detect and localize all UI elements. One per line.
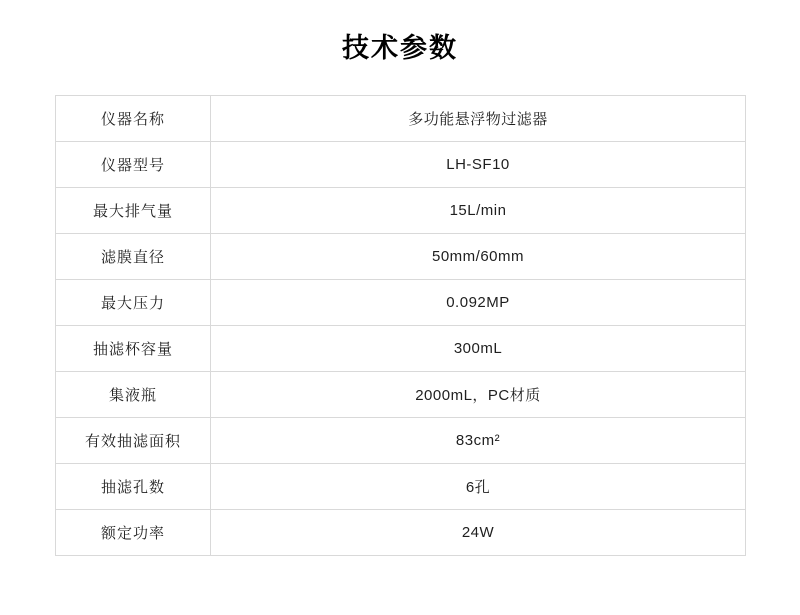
spec-label: 仪器名称 <box>56 96 211 142</box>
spec-value: 多功能悬浮物过滤器 <box>211 96 746 142</box>
spec-value: 83cm² <box>211 418 746 464</box>
spec-label: 有效抽滤面积 <box>56 418 211 464</box>
table-row <box>56 142 746 188</box>
spec-value: 300mL <box>211 326 746 372</box>
table-row <box>56 234 746 280</box>
spec-value: 50mm/60mm <box>211 234 746 280</box>
table-row <box>56 96 746 142</box>
spec-label: 滤膜直径 <box>56 234 211 280</box>
table-row <box>56 464 746 510</box>
spec-value: 24W <box>211 510 746 556</box>
table-row <box>56 326 746 372</box>
table-row <box>56 280 746 326</box>
spec-label: 抽滤孔数 <box>56 464 211 510</box>
spec-table-body <box>56 96 746 556</box>
spec-value: LH-SF10 <box>211 142 746 188</box>
table-row <box>56 188 746 234</box>
spec-label: 最大排气量 <box>56 188 211 234</box>
spec-label: 额定功率 <box>56 510 211 556</box>
page-title: 技术参数 <box>342 33 458 63</box>
spec-table-container <box>55 95 745 556</box>
spec-value: 0.092MP <box>211 280 746 326</box>
spec-value: 15L/min <box>211 188 746 234</box>
spec-label: 抽滤杯容量 <box>56 326 211 372</box>
spec-table <box>55 95 746 556</box>
spec-label: 集液瓶 <box>56 372 211 418</box>
spec-value: 2000mL，PC材质 <box>211 372 746 418</box>
table-row <box>56 510 746 556</box>
table-row <box>56 372 746 418</box>
spec-label: 最大压力 <box>56 280 211 326</box>
table-row <box>56 418 746 464</box>
spec-label: 仪器型号 <box>56 142 211 188</box>
spec-value: 6孔 <box>211 464 746 510</box>
